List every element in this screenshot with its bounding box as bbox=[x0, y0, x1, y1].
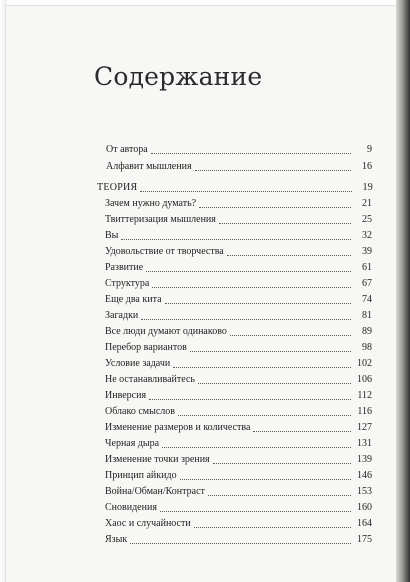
toc-section-heading bbox=[97, 179, 373, 195]
toc-entry-title: Вы bbox=[105, 230, 119, 241]
toc-entry bbox=[105, 243, 372, 259]
toc-entry bbox=[105, 435, 372, 451]
toc-entry bbox=[105, 355, 372, 371]
toc-page-number: 106 bbox=[357, 374, 372, 385]
toc-entry bbox=[105, 515, 372, 531]
toc-entry bbox=[105, 467, 372, 483]
toc-entry-title: Принцип айкидо bbox=[105, 470, 177, 481]
toc-page-number: 175 bbox=[357, 534, 372, 545]
toc-dot-leader bbox=[162, 439, 351, 448]
toc-page-number: 67 bbox=[362, 278, 372, 289]
toc-dot-leader bbox=[146, 263, 351, 272]
toc-dot-leader bbox=[227, 247, 351, 256]
toc-page-number: 81 bbox=[362, 310, 372, 321]
toc-page-number: 21 bbox=[362, 198, 372, 209]
toc-page-number: 131 bbox=[357, 438, 372, 449]
toc-entry bbox=[105, 387, 372, 403]
toc-entry-title: Алфавит мышления bbox=[106, 161, 192, 172]
toc-dot-leader bbox=[173, 359, 351, 368]
toc-entry-title: Облако смыслов bbox=[105, 406, 175, 417]
toc-page-number: 89 bbox=[362, 326, 372, 337]
toc-page-number: 39 bbox=[362, 246, 372, 257]
toc-entry-title: Условие задачи bbox=[105, 358, 171, 369]
toc-entry bbox=[105, 211, 372, 227]
toc-page-number: 164 bbox=[357, 518, 372, 529]
toc-entry-title: Все люди думают одинаково bbox=[105, 326, 227, 337]
toc-entry bbox=[105, 451, 372, 467]
toc-entry-title: Война/Обман/Контраст bbox=[105, 486, 205, 497]
toc-entry-title: От автора bbox=[106, 144, 148, 155]
toc-page-number: 98 bbox=[362, 342, 372, 353]
toc-entry-title: Изменение размеров и количества bbox=[105, 422, 251, 433]
toc-entry-title: Структура bbox=[105, 278, 150, 289]
toc-page-number: 25 bbox=[362, 214, 372, 225]
toc-page-number: 102 bbox=[357, 358, 372, 369]
toc-dot-leader bbox=[230, 327, 351, 336]
toc-dot-leader bbox=[140, 183, 352, 192]
toc-entry-title: Перебор вариантов bbox=[105, 342, 187, 353]
toc-dot-leader bbox=[152, 279, 351, 288]
toc-dot-leader bbox=[165, 295, 351, 304]
toc-page-number: 9 bbox=[367, 144, 372, 155]
toc-entry-title: Инверсия bbox=[105, 390, 147, 401]
toc-entry bbox=[105, 307, 372, 323]
toc-entry-title: Изменение точки зрения bbox=[105, 454, 210, 465]
table-of-contents-title: Содержание bbox=[94, 62, 263, 91]
toc-entry bbox=[106, 158, 372, 174]
toc-entry bbox=[105, 323, 372, 339]
toc-page-number: 112 bbox=[357, 390, 372, 401]
toc-entry bbox=[105, 403, 372, 419]
toc-dot-leader bbox=[160, 503, 351, 512]
toc-entry bbox=[105, 531, 372, 547]
toc-entry-title: Еще два кита bbox=[105, 294, 162, 305]
toc-page-number: 139 bbox=[357, 454, 372, 465]
toc-page-number: 127 bbox=[357, 422, 372, 433]
toc-dot-leader bbox=[141, 311, 351, 320]
toc-entry-title: Язык bbox=[105, 534, 128, 545]
toc-page-number: 74 bbox=[362, 294, 372, 305]
toc-entry bbox=[105, 339, 372, 355]
toc-dot-leader bbox=[149, 391, 351, 400]
toc-page-number: 116 bbox=[357, 406, 372, 417]
toc-dot-leader bbox=[178, 407, 351, 416]
toc-entry bbox=[105, 259, 372, 275]
toc-page-number: 153 bbox=[357, 486, 372, 497]
toc-dot-leader bbox=[219, 215, 351, 224]
toc-entry-title: Загадки bbox=[105, 310, 139, 321]
toc-entry-title: Развитие bbox=[105, 262, 144, 273]
toc-entry bbox=[105, 275, 372, 291]
toc-entry bbox=[106, 141, 372, 157]
toc-dot-leader bbox=[180, 471, 351, 480]
toc-entry-title: Не останавливайтесь bbox=[105, 374, 195, 385]
toc-dot-leader bbox=[198, 375, 351, 384]
toc-entry-title: Удовольствие от творчества bbox=[105, 246, 224, 257]
toc-dot-leader bbox=[199, 199, 351, 208]
toc-page-number: 32 bbox=[362, 230, 372, 241]
toc-entry-title: Сновидения bbox=[105, 502, 157, 513]
toc-entry-title: ТЕОРИЯ bbox=[97, 182, 138, 193]
toc-dot-leader bbox=[195, 162, 351, 171]
toc-dot-leader bbox=[121, 231, 351, 240]
toc-page-number: 160 bbox=[357, 502, 372, 513]
toc-dot-leader bbox=[194, 519, 351, 528]
toc-entry-title: Хаос и случайности bbox=[105, 518, 191, 529]
toc-dot-leader bbox=[208, 487, 351, 496]
toc-dot-leader bbox=[151, 145, 351, 154]
toc-page-number: 19 bbox=[362, 182, 373, 193]
toc-entry-title: Твиттеризация мышления bbox=[105, 214, 216, 225]
toc-dot-leader bbox=[190, 343, 351, 352]
toc-entry bbox=[105, 195, 372, 211]
toc-entry bbox=[105, 227, 372, 243]
toc-dot-leader bbox=[213, 455, 351, 464]
toc-page-number: 16 bbox=[362, 161, 372, 172]
toc-entry-title: Черная дыра bbox=[105, 438, 160, 449]
toc-entry bbox=[105, 371, 372, 387]
toc-entry bbox=[105, 499, 372, 515]
toc-entry bbox=[105, 291, 372, 307]
toc-dot-leader bbox=[253, 423, 351, 432]
toc-entry-title: Зачем нужно думать? bbox=[105, 198, 197, 209]
toc-page-number: 61 bbox=[362, 262, 372, 273]
toc-entry bbox=[105, 419, 372, 435]
toc-entry bbox=[105, 483, 372, 499]
toc-dot-leader bbox=[130, 535, 351, 544]
toc-page-number: 146 bbox=[357, 470, 372, 481]
